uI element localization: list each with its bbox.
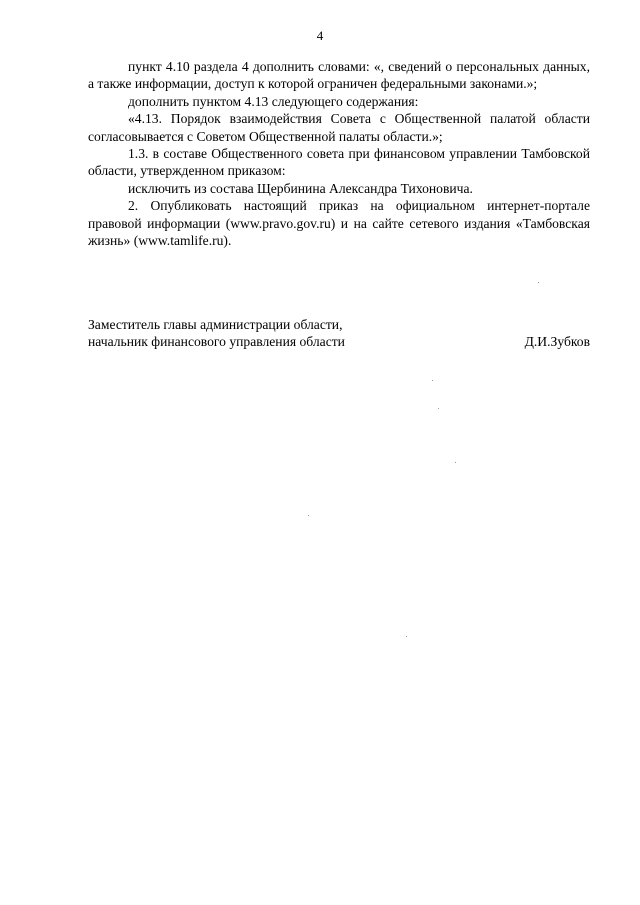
paragraph-2-publish: 2. Опубликовать настоящий приказ на официальном интернет-портале правовой информации (www.pravo.gov.ru) и на сайте сетевого издания «Тамбовская жизнь» (www.tamlife.ru). [88,198,590,249]
scan-speck [406,636,407,637]
paragraph-1-3-council: 1.3. в составе Общественного совета при финансовом управлении Тамбовской области, утвержденном приказом: [88,146,590,179]
page-number: 4 [316,28,324,43]
document-body [88,58,590,249]
scan-speck [432,380,433,381]
signatory-title-line2: начальник финансового управления области [88,334,345,350]
paragraph-exclude-member: исключить из состава Щербинина Александра Тихоновича. [128,180,473,196]
signatory-title-line1: Заместитель главы администрации области, [88,317,343,332]
scan-speck [308,515,309,516]
paragraph-add-4-13: дополнить пунктом 4.13 следующего содержания: [128,93,419,109]
scan-speck [438,408,439,409]
signature-block [88,316,590,351]
scan-speck [455,462,456,463]
paragraph-4-13-text: «4.13. Порядок взаимодействия Совета с Общественной палатой области согласовывается с Советом Общественной палаты области.»; [88,111,590,144]
signatory-name: Д.И.Зубков [524,334,590,350]
paragraph-4-10-amendment: пункт 4.10 раздела 4 дополнить словами: «, сведений о персональных данных, а также информации, доступ к которой ограничен федеральными законами.»; [88,59,590,92]
scan-speck [538,282,539,283]
